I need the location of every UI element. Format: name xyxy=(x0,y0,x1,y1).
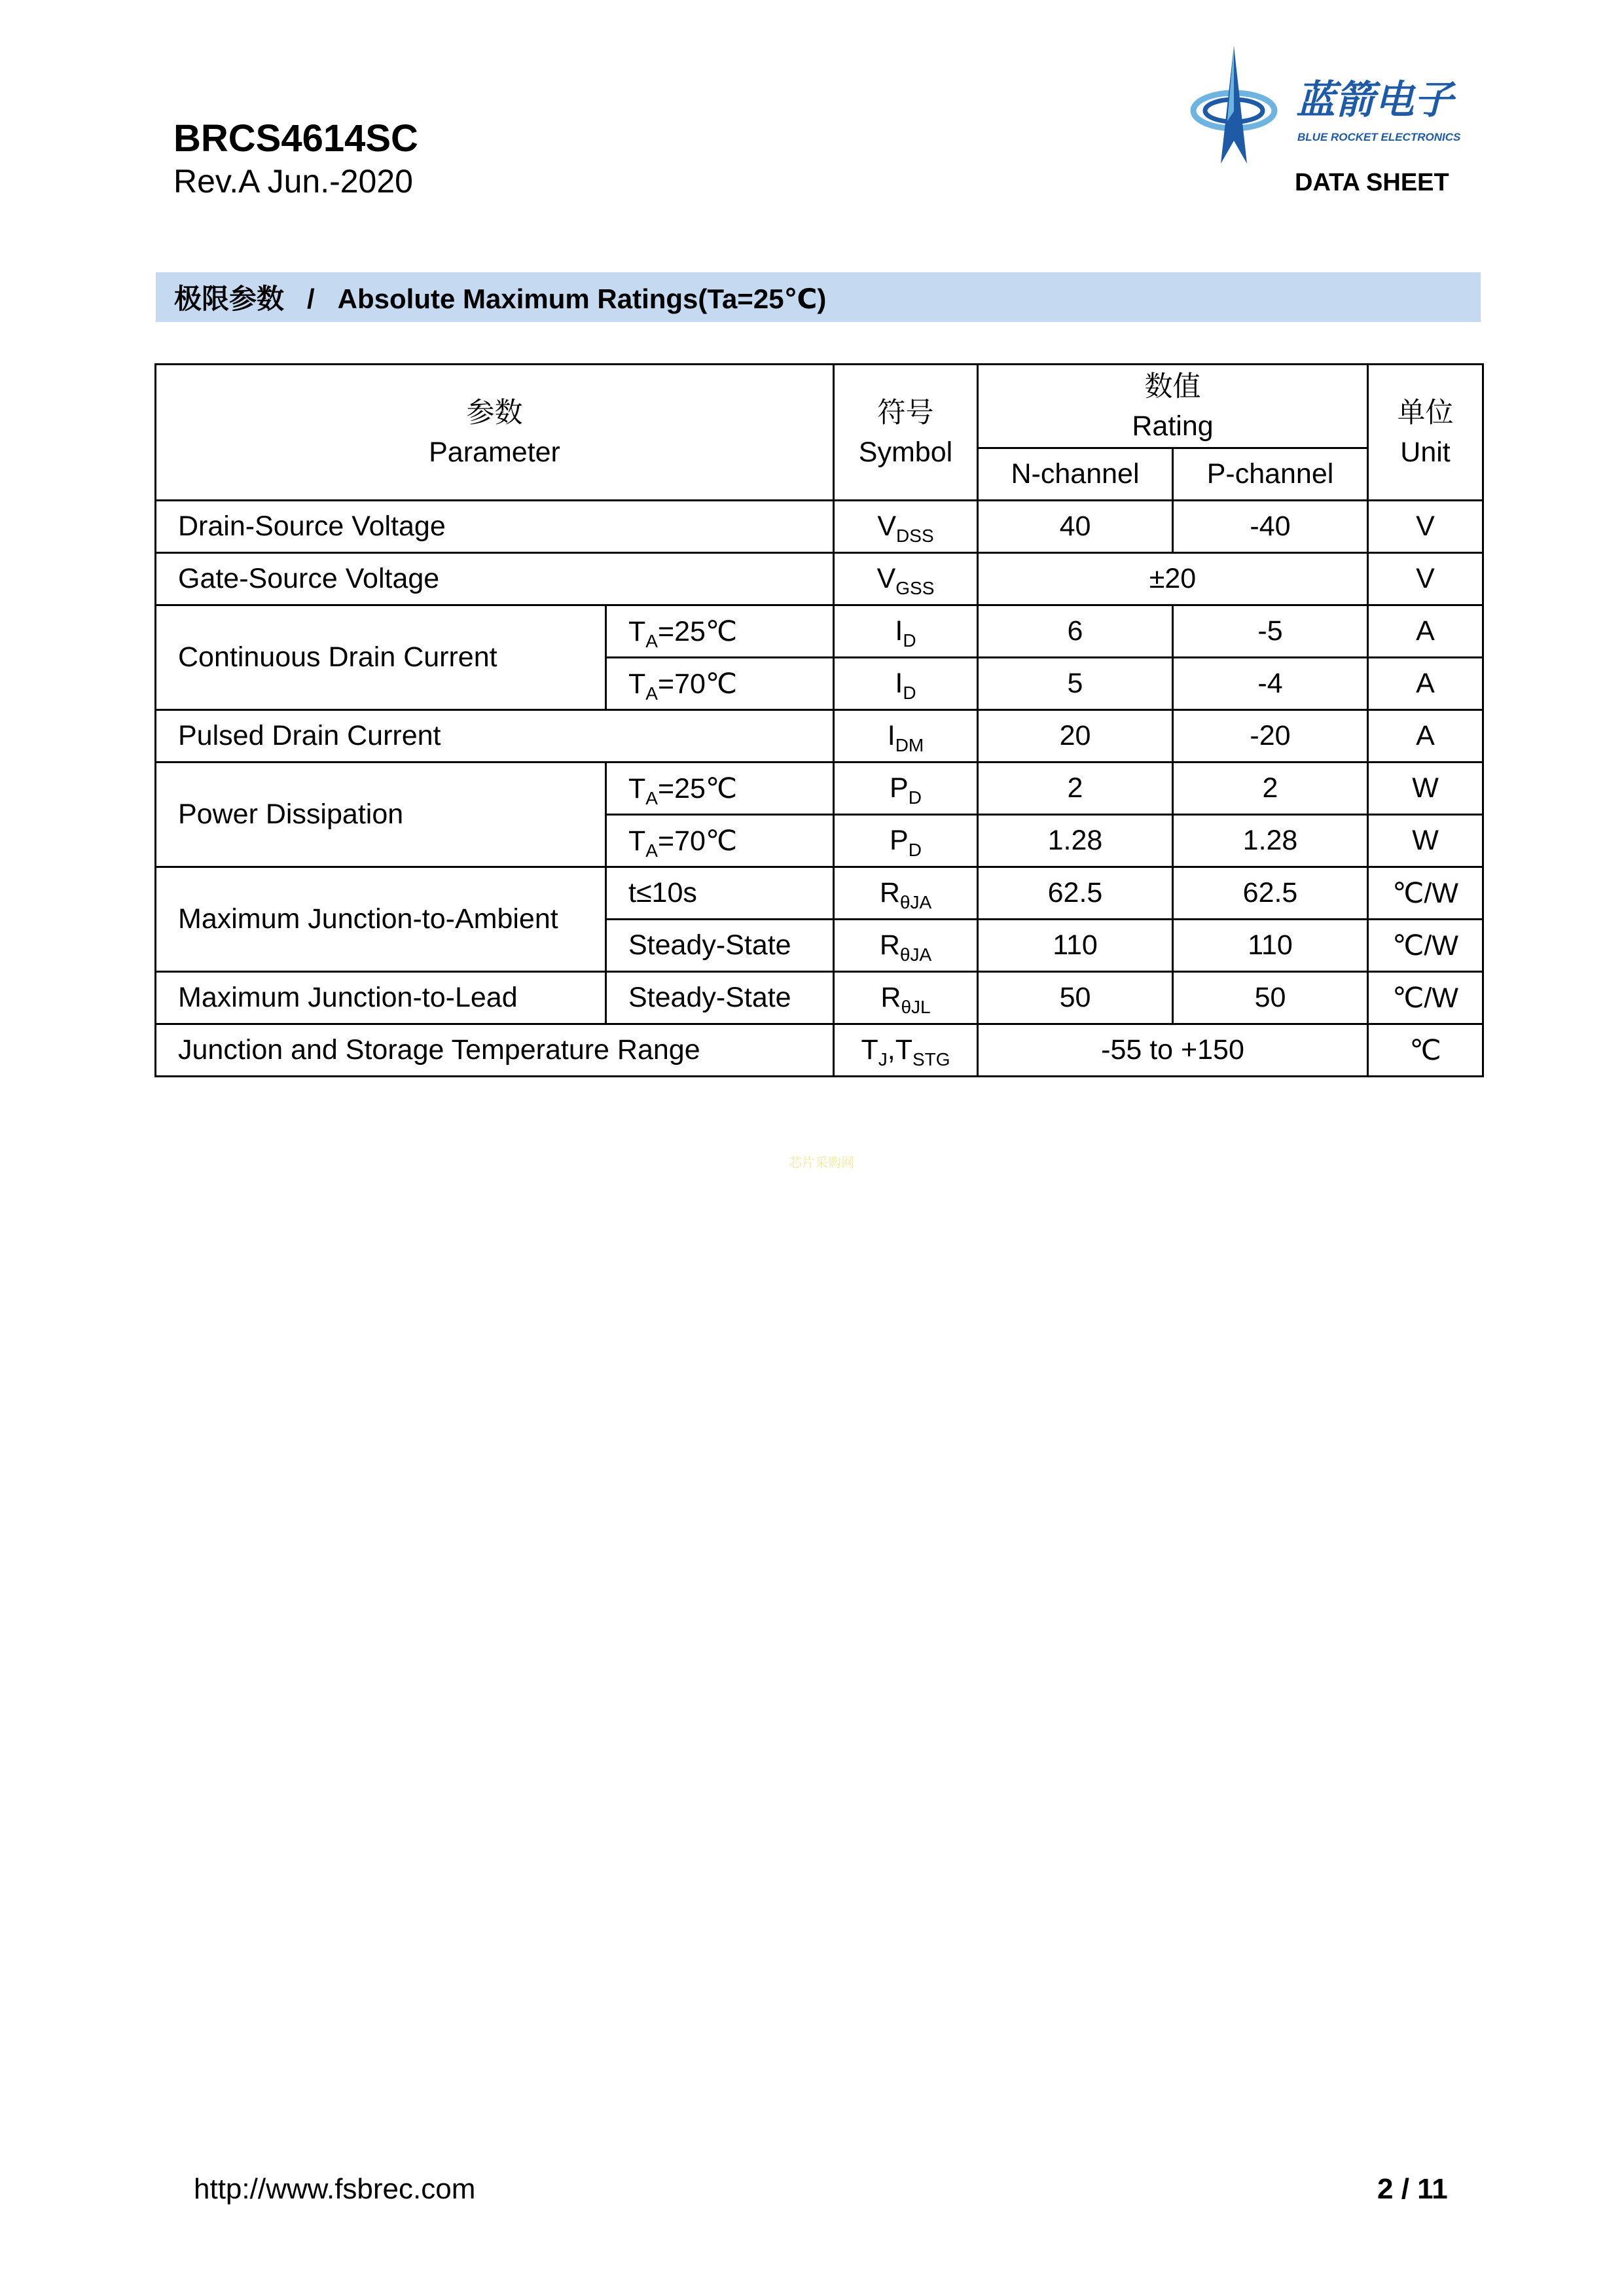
param-cell: Continuous Drain Current xyxy=(156,605,606,710)
param-cell: Power Dissipation xyxy=(156,762,606,867)
table-row xyxy=(156,867,1483,920)
symbol-cell: $P_D$ xyxy=(834,762,978,815)
n-value-cell: 6 xyxy=(978,605,1173,658)
p-value-cell: 110 xyxy=(1173,920,1368,972)
p-value-cell: 2 xyxy=(1173,762,1368,815)
page-number: 2 / 11 xyxy=(1377,2173,1448,2205)
unit-cell: ℃ xyxy=(1368,1024,1483,1077)
table-row xyxy=(156,501,1483,553)
table-row xyxy=(156,762,1483,815)
unit-cell: A xyxy=(1368,658,1483,710)
watermark-text: 芯片采购网 xyxy=(789,1156,854,1170)
param-cell: Maximum Junction-to-Ambient xyxy=(156,867,606,972)
p-value-cell: -4 xyxy=(1173,658,1368,710)
n-value-cell: 1.28 xyxy=(978,815,1173,867)
p-value-cell: -40 xyxy=(1173,501,1368,553)
p-value-cell: 62.5 xyxy=(1173,867,1368,920)
n-value-cell: 110 xyxy=(978,920,1173,972)
param-cell: Junction and Storage Temperature Range xyxy=(156,1024,834,1077)
symbol-cell: $P_D$ xyxy=(834,815,978,867)
unit-cell: W xyxy=(1368,815,1483,867)
header-parameter: 参数 Parameter xyxy=(156,365,834,501)
blue-rocket-logo xyxy=(1188,43,1486,167)
condition-cell: $T_A=25℃$ xyxy=(606,605,834,658)
n-value-cell: 2 xyxy=(978,762,1173,815)
condition-cell: Steady-State xyxy=(606,972,834,1024)
unit-cell: W xyxy=(1368,762,1483,815)
symbol-cell: $R_{\theta JA}$ xyxy=(834,867,978,920)
unit-cell: V xyxy=(1368,501,1483,553)
param-cell: Gate-Source Voltage xyxy=(156,553,834,605)
unit-cell: A xyxy=(1368,710,1483,762)
doc-type-label: DATA SHEET xyxy=(1295,169,1449,196)
p-value-cell: -20 xyxy=(1173,710,1368,762)
n-value-cell: 5 xyxy=(978,658,1173,710)
logo-english: BLUE ROCKET ELECTRONICS xyxy=(1297,131,1461,143)
footer-url[interactable]: http://www.fsbrec.com xyxy=(194,2173,476,2205)
p-value-cell: 50 xyxy=(1173,972,1368,1024)
condition-cell: $T_A=70℃$ xyxy=(606,815,834,867)
symbol-cell: $V_{DSS}$ xyxy=(834,501,978,553)
symbol-cell: $I_D$ xyxy=(834,605,978,658)
unit-cell: ℃/W xyxy=(1368,867,1483,920)
symbol-cell: $I_{DM}$ xyxy=(834,710,978,762)
header-rating: 数值 Rating xyxy=(978,365,1368,448)
shared-value-cell: -55 to +150 xyxy=(978,1024,1368,1077)
n-value-cell: 50 xyxy=(978,972,1173,1024)
condition-cell: t≤10s xyxy=(606,867,834,920)
symbol-cell: $R_{\theta JA}$ xyxy=(834,920,978,972)
p-value-cell: -5 xyxy=(1173,605,1368,658)
unit-cell: ℃/W xyxy=(1368,972,1483,1024)
param-cell: Maximum Junction-to-Lead xyxy=(156,972,606,1024)
table-row xyxy=(156,972,1483,1024)
n-value-cell: 20 xyxy=(978,710,1173,762)
param-cell: Pulsed Drain Current xyxy=(156,710,834,762)
shared-value-cell: ±20 xyxy=(978,553,1368,605)
table-row xyxy=(156,710,1483,762)
table-row xyxy=(156,605,1483,658)
unit-cell: V xyxy=(1368,553,1483,605)
n-value-cell: 62.5 xyxy=(978,867,1173,920)
header-symbol: 符号 Symbol xyxy=(834,365,978,501)
table-row xyxy=(156,553,1483,605)
header-n-channel: N-channel xyxy=(978,448,1173,501)
symbol-cell: $V_{GSS}$ xyxy=(834,553,978,605)
absolute-max-ratings-table xyxy=(154,363,1484,1077)
header-p-channel: P-channel xyxy=(1173,448,1368,501)
symbol-cell: $I_D$ xyxy=(834,658,978,710)
part-number: BRCS4614SC xyxy=(173,117,418,160)
unit-cell: ℃/W xyxy=(1368,920,1483,972)
condition-cell: Steady-State xyxy=(606,920,834,972)
section-title-bar: 极限参数 / Absolute Maximum Ratings(Ta=25℃) xyxy=(156,272,1481,322)
revision-date: Rev.A Jun.-2020 xyxy=(173,163,413,200)
table-row xyxy=(156,1024,1483,1077)
symbol-cell: $T_J,T_{STG}$ xyxy=(834,1024,978,1077)
logo-chinese: 蓝箭电子 xyxy=(1296,77,1453,123)
header-unit: 单位 Unit xyxy=(1368,365,1483,501)
param-cell: Drain-Source Voltage xyxy=(156,501,834,553)
n-value-cell: 40 xyxy=(978,501,1173,553)
condition-cell: $T_A=70℃$ xyxy=(606,658,834,710)
p-value-cell: 1.28 xyxy=(1173,815,1368,867)
unit-cell: A xyxy=(1368,605,1483,658)
symbol-cell: $R_{\theta JL}$ xyxy=(834,972,978,1024)
condition-cell: $T_A=25℃$ xyxy=(606,762,834,815)
